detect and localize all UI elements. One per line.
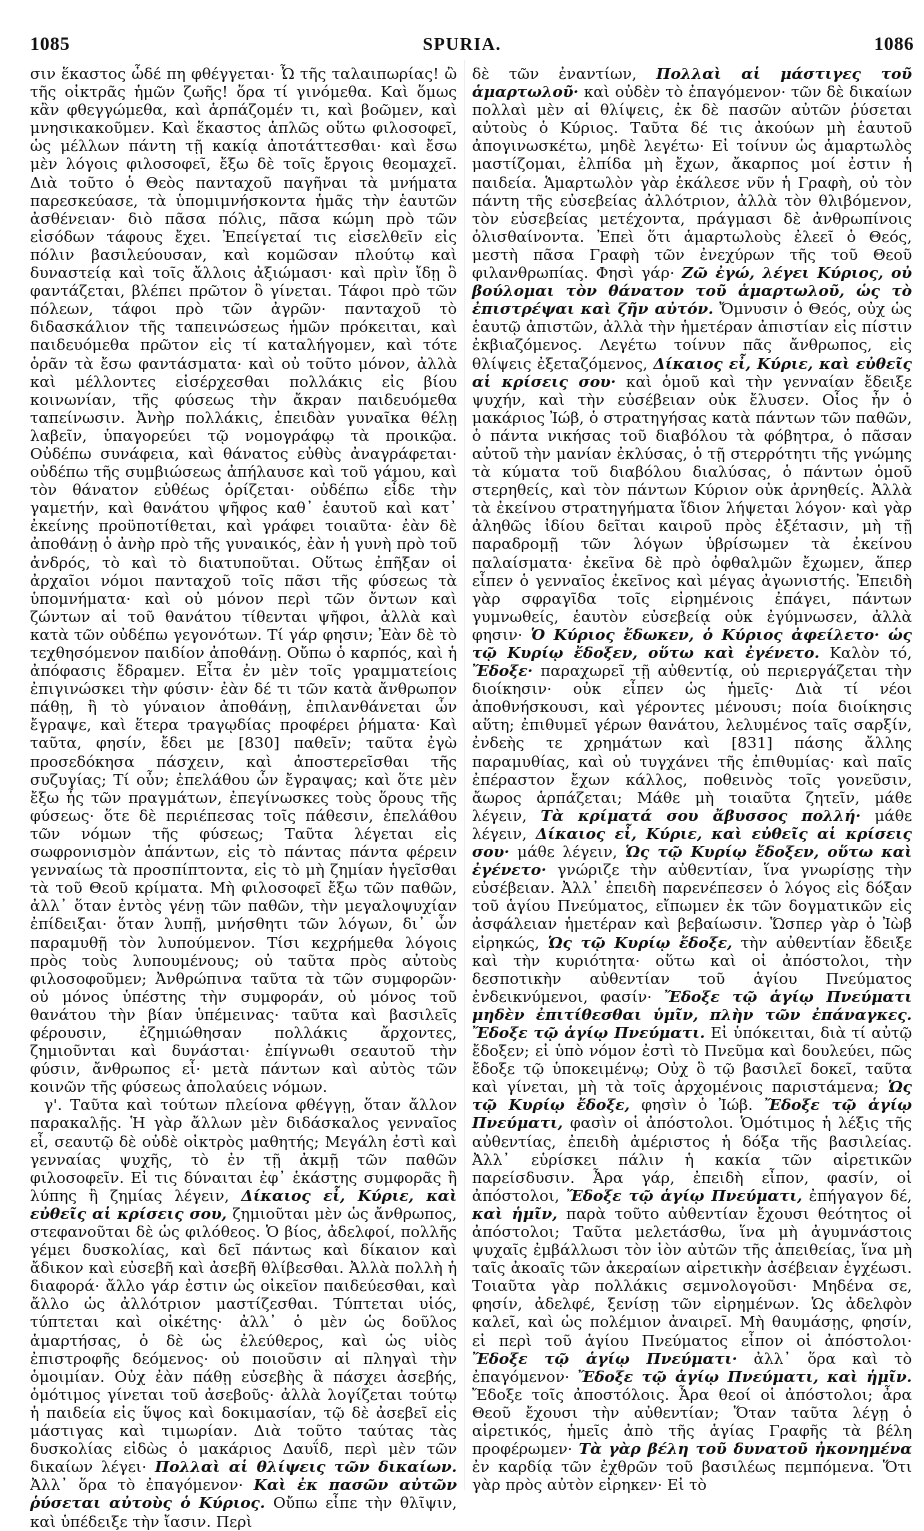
text-run: φασὶν οἱ ἀπόστολοι. Ὁμότιμος ἡ λέξις τῆς αὐθεντίας, ἐπειδὴ ἀμέριστος ἡ δόξα τῆς βασιλείας. Ἀλλ᾽ εὑρίσκει πάλιν ἡ κακία τῶν αἱρετικῶν παρείσδυσιν. Ἆρα γάρ, ἐπειδὴ εἶπον, φασίν, οἱ ἀπόστολοι, — [472, 1114, 913, 1205]
text-run: φησὶν ὁ Ἰώβ. — [641, 1096, 753, 1115]
column-divider — [464, 60, 465, 1490]
scripture-quote: Ἔδοξε τῷ ἁγίῳ Πνεύματι, — [472, 1096, 912, 1133]
scripture-quote: Ὡς τῷ Κυρίῳ ἔδοξε, — [547, 933, 733, 952]
text-run: Καλὸν τό, — [829, 644, 913, 662]
scripture-quote: Δίκαιος εἶ, Κύριε, καὶ εὐθεῖς αἱ κρίσεις σου· — [472, 824, 912, 862]
left-paragraph-2 — [30, 1096, 457, 1530]
text-run: ἐν καρδίᾳ τῶν ἐχθρῶν τοῦ βασιλέως πεμπόμενα. Ὅτι γὰρ πρὸς αὐτὸν εἰρηκεν· Εἰ τὸ — [472, 1458, 912, 1495]
right-paragraph — [472, 65, 912, 1494]
text-run: γνώριζε τὴν αὐθεντίαν, ἵνα γνωρίσῃς τὴν εὐσέβειαν. Ἀλλ᾽ ἐπειδὴ παρενέπεσεν ὁ λόγος εἰς δόξαν τοῦ ἁγίου Πνεύματος, εἴπωμεν ἐκ τῶν δογματικῶν εἰς ἀσφάλειαν ἡμετέραν καὶ βεβαίωσιν. Ὥσπερ γὰρ ὁ Ἰὼβ εἰρηκώς, — [472, 861, 912, 952]
left-column — [30, 65, 457, 1531]
text-run: καὶ ὁμοῦ καὶ τὴν γενναίαν ἔδειξε ψυχήν, καὶ τὴν εὐσέβειαν οὐκ ἔλυσεν. Οἷος ἦν ὁ μακάριος Ἰώβ, ὁ στρατηγήσας κατὰ πάντων τῶν παθῶν, ὁ πάντα νικήσας τοῦ διαβόλου τὰ φόβητρα, ὁ πᾶσαν αὐτοῦ τὴν μανίαν ἐκλύσας, ὁ τῇ στερρότητι τῆς γνώμης τὰ κύματα τοῦ διαβόλου διαλύσας, ὁ πάντων ὁμοῦ στερηθείς, καὶ τὸν πάντων Κύριον οὐκ ἀρνηθείς. Ἀλλὰ τὰ ἐκείνου στρατηγήματα ἴδιον λήψεται λόγον· καὶ γὰρ ἀληθῶς ἰδίου δεῖται καιροῦ πρὸς ἐξέτασιν, μὴ τῇ παραδρομῇ τῶν λόγων ὑβρίσωμεν τὰ ἐκείνου παλαίσματα· ἐκεῖνα δὲ πρὸ ὀφθαλμῶν ἔχωμεν, ἅπερ εἶπεν ὁ γενναῖος ἐκεῖνος καὶ μέγας ἀγωνιστής. Ἐπειδὴ γὰρ σφραγῖδα τοῖς εἰρημένοις ἐπάγει, πάντων γυμνωθείς, ἑαυτὸν εὐσεβείᾳ οὐκ ἐγύμνωσεν, ἀλλὰ φησιν· — [472, 372, 912, 644]
text-run: τὴν αὐθεντίαν ἔδειξε καὶ τὴν κυριότητα· οὕτω καὶ οἱ ἀπόστολοι, τὴν δεσποτικὴν αὐθεντίαν τοῦ ἁγίου Πνεύματος ἐνδεικνύμενοι, φασίν· — [472, 933, 912, 1006]
right-column — [472, 65, 913, 1495]
text-run: παρὰ τοῦτο αὐθεντίαν ἔχουσι θεότητος οἱ ἀπόστολοι; Ταῦτα μελετάσθω, ἵνα μὴ ἀγυμνάστοις ψυχαῖς ἐμβάλλωσι τὸν ἰὸν αὐτῶν τῆς ἀπειθείας, ἵνα μὴ ταῖς ἀκοαῖς τῶν ἀκεραίων αἱρετικὴν ἀσέβειαν ἐγχέωσι. Τοιαῦτα γὰρ πολλάκις σεμνολογοῦσι· Μηδένα σε, φησίν, ἀδελφέ, ξενίσῃ τῶν εἰρημένων. Ὡς ἀδελφὸν καλεῖ, καὶ ὡς πολέμιον ἀναιρεῖ. Μὴ θαυμάσῃς, φησίν, εἰ περὶ τοῦ ἁγίου Πνεύματος εἶπον οἱ ἀπόστολοι· — [472, 1204, 912, 1350]
right-page-number: 1086 — [874, 34, 914, 55]
scripture-quote: Πολλαὶ αἱ μάστιγες τοῦ ἁμαρτωλοῦ· — [472, 65, 912, 102]
scripture-quote: Ὡς τῷ Κυρίῳ ἔδοξε, — [472, 1078, 912, 1115]
text-run: μάθε λέγειν, — [517, 843, 618, 862]
page-header — [0, 0, 924, 56]
scripture-quote: Πολλαὶ αἱ θλίψεις τῶν δικαίων. — [154, 1458, 457, 1477]
text-run: μάθε λέγειν, — [472, 806, 912, 843]
scripture-quote: Καὶ ἐκ πασῶν αὐτῶν ῥύσεται αὐτοὺς ὁ Κύριος. — [30, 1476, 457, 1513]
scripture-quote: Ἔδοξε· — [472, 662, 533, 681]
scripture-quote: Ἔδοξε τῷ ἁγίῳ Πνεύματι· — [472, 1349, 738, 1368]
scripture-quote: Δίκαιος εἶ, Κύριε, καὶ εὐθεῖς αἱ κρίσεις σου· — [472, 354, 912, 391]
scripture-quote: Τὰ κρίματά σου ἄβυσσος πολλή· — [540, 806, 861, 825]
text-run: Οὔπω εἶπε τὴν θλῖψιν, καὶ ὑπέδειξε τὴν ἴασιν. Περὶ — [30, 1494, 457, 1531]
scripture-quote: καὶ ἡμῖν, — [472, 1204, 558, 1223]
scripture-quote: Δίκαιος εἶ, Κύριε, καὶ εὐθεῖς αἱ κρίσεις σου, — [30, 1186, 457, 1223]
text-run: δὲ τῶν ἐναντίων, — [472, 65, 637, 83]
text-run: Ὄμνυσιν ὁ Θεός, οὐχ ὡς ἑαυτῷ ἀπιστῶν, ἀλλὰ τὴν ἡμετέραν ἀπιστίαν εἰς πίστιν ἐκβιαζόμενος. Λεγέτω τοίνυν πᾶς ἄνθρωπος, εἰς θλίψεις ἐξεταζόμενος, — [472, 300, 912, 373]
scripture-quote: Τὰ γὰρ βέλη τοῦ δυνατοῦ ἠκονημένα — [578, 1440, 912, 1459]
scripture-quote: Ὁ Κύριος ἔδωκεν, ὁ Κύριος ἀφείλετο· ὡς τῷ Κυρίῳ ἔδοξεν, οὕτω καὶ ἐγένετο. — [472, 625, 912, 662]
text-run: ζημιοῦται μὲν ὡς ἄνθρωπος, στεφανοῦται δὲ ὡς φιλόθεος. Ὁ βίος, ἀδελφοί, πολλῆς γέμει δυσκολίας, καὶ δεῖ πάντως καὶ δίκαιον καὶ ἄδικον καὶ εὐσεβῆ καὶ ἀσεβῆ θλίβεσθαι. Ἀλλὰ πολλὴ ἡ διαφορά· ἄλλο γάρ ἐστιν ὡς οἰκεῖον παιδεύεσθαι, καὶ ἄλλο ὡς ἀλλότριον μαστίζεσθαι. Τύπτεται υἱός, τύπτεται καὶ οἰκέτης· ἀλλ᾽ ὁ μὲν ὡς δοῦλος ἁμαρτήσας, ὁ δὲ ὡς ἐλεύθερος, καὶ ὡς υἱὸς ἐπιστροφῆς δεόμενος· οὐ ποιοῦσιν αἱ πληγαὶ τὴν ὁμοιμίαν. Οὐχ ἐὰν πάθῃ εὐσεβὴς ἃ πάσχει ἀσεβής, ὁμότιμος γίνεται τοῦ ἀσεβοῦς· ἀλλὰ λογίζεται τούτῳ ἡ παιδεία εἰς ὕψος καὶ δοκιμασίαν, τῷ δὲ ἀσεβεῖ εἰς μάστιγας καὶ τιμωρίαν. Διὰ τοῦτο ταύτας τὰς δυσκολίας εἰδὼς ὁ μακάριος Δαυΐδ, περὶ μὲν τῶν δικαίων λέγει· — [30, 1204, 457, 1477]
text-run: παραχωρεῖ τῇ αὐθεντίᾳ, οὐ περιεργάζεται τὴν διοίκησιν· οὐκ εἶπεν ὡς ἡμεῖς· Διὰ τί νέοι ἀποθνήσκουσι, καὶ γέροντες μένουσι; ποία διοίκησις αὕτη; ἐπιθυμεῖ γέρων θανάτου, λελυμένος ταῖς σαρξίν, ἐνδεὴς τε χρημάτων καὶ [831] πάσης ἄλλης παραμυθίας, καὶ οὐ τυγχάνει τῆς ἐπιθυμίας· καὶ παῖς ἐπέραστον ἔχων κάλλος, ποθεινὸς τοῖς γονεῦσιν, ἄωρος ἁρπάζεται; Μάθε μὴ τοιαῦτα ζητεῖν, μάθε λέγειν, — [472, 662, 912, 825]
text-run: Ἀλλ᾽ ὅρα τὸ ἐπαγόμενον· — [30, 1476, 244, 1495]
scripture-quote: Ὡς τῷ Κυρίῳ ἔδοξεν, οὕτω καὶ ἐγένετο· — [472, 843, 912, 880]
text-run: γ'. Ταῦτα καὶ τούτων πλείονα φθέγγῃ, ὅταν ἄλλον παρακαλῇς. Ἡ γὰρ ἄλλων μὲν διδάσκαλος γενναῖος εἶ, σεαυτῷ δὲ οὐδὲ οἰκτρὸς μαθητής; Μεγάλη ἐστὶ καὶ γενναίας ψυχῆς, τὸ ἐν τῇ ἀκμῇ τῶν παθῶν φιλοσοφεῖν. Εἰ τις δύναιται ἐφ᾽ ἑκάστης συμφορᾶς ἢ λύπης ἢ ζημίας λέγειν, — [30, 1096, 457, 1205]
left-page-number: 1085 — [30, 34, 70, 55]
scripture-quote: Ἔδοξε τῷ ἁγίῳ Πνεύματι, καὶ ἡμῖν. — [577, 1367, 912, 1386]
text-run: Ἔδοξε τοῖς ἀποστόλοις. Ἆρα θεοί οἱ ἀπόστολοι; ἆρα Θεοῦ ἔχουσι τὴν αὐθεντίαν; Ὅταν ταῦτα λέγῃ ὁ αἱρετικός, ἡμεῖς ἀπὸ τῆς ἁγίας Γραφῆς τὰ βέλη προφέρωμεν· — [472, 1385, 912, 1459]
left-paragraph-1: σιν ἕκαστος ὧδέ πη φθέγγεται· Ὦ τῆς ταλαιπωρίας! ὢ τῆς οἰκτρᾶς ἡμῶν ζωῆς! ὅρα τί γινόμεθα. Καὶ ὅμως κἂν φθεγγώμεθα, καὶ ἁρπάζομέν τι, καὶ βοῶμεν, καὶ μνησικακοῦμεν. Καὶ ἕκαστος ἁπλῶς οὕτω φιλοσοφεῖ, ὡς μέλλων πάντη τῇ κακίᾳ ἀποτάττεσθαι· καὶ ἔσω μὲν λόγοις φιλοσοφεῖ, ἔξω δὲ τοῖς ἔργοις θεομαχεῖ. Διὰ τοῦτο ὁ Θεὸς πανταχοῦ παγῆναι τὰ μνήματα παρεσκεύασε, τὰ ὑπομιμνήσκοντα ἡμᾶς τὴν ἑαυτῶν ἀσθένειαν· διὸ πᾶσα πόλις, πᾶσα κώμη πρὸ τῶν εἰσόδων τάφους ἔχει. Ἐπείγεταί τις εἰσελθεῖν εἰς πόλιν βασιλεύουσαν, καὶ κομῶσαν πλούτῳ καὶ δυναστείᾳ καὶ τοῖς ἄλλοις ἀξιώμασι· καὶ πρὶν ἴδῃ ὃ φαντάζεται, βλέπει πρῶτον ὃ γίνεται. Τάφοι πρὸ τῶν πόλεων, τάφοι πρὸ τῶν ἀγρῶν· πανταχοῦ τὸ διδασκάλιον τῆς ταπεινώσεως ἡμῶν πρόκειται, καὶ παιδευόμεθα πρῶτον εἰς τί καταλήγομεν, καὶ τότε ὁρᾶν τὰ ἔσω φαντάσματα· καὶ οὐ τοῦτο μόνον, ἀλλὰ καὶ μέλλοντες εἰσέρχεσθαι πολλάκις εἰς βίου κοινωνίαν, τῆς φύσεως τὴν ἄκραν παιδευόμεθα ταπείνωσιν. Ἀνὴρ πολλάκις, ἐπειδὰν γυναῖκα θέλῃ λαβεῖν, ὑπαγορεύει τῷ νομογράφῳ τὰ προικῷα. Οὐδέπω συνάφεια, καὶ θάνατος εὐθὺς ἀναγράφεται· οὐδέπω τῆς συμβιώσεως ἀπήλαυσε καὶ τοῦ γάμου, καὶ τὸν θάνατον εὐθέως ὁρίζεται· οὐδέπω εἶδε τὴν γαμετήν, καὶ θανάτου ψῆφος καθ᾽ ἑαυτοῦ καὶ κατ᾽ ἐκείνης προϋποτίθεται, καὶ γράφει τοιαῦτα· ἐὰν δὲ ἀποθάνῃ ὁ ἀνὴρ πρὸ τῆς γυναικός, ἐὰν ἡ γυνὴ πρὸ τοῦ ἀνδρός, τὸ καὶ τὸ διατυποῦται. Οὕτως ἐπῆξαν οἱ ἀρχαῖοι νόμοι πανταχοῦ τοῖς πᾶσι τῆς φύσεως τὰ ὑπομνήματα· καὶ οὐ μόνον περὶ τῶν ὄντων καὶ ζώντων αἱ τοῦ θανάτου τίθενται ψῆφοι, ἀλλὰ καὶ κατὰ τῶν οὐδέπω γεγονότων. Τί γάρ φησιν; Ἐὰν δὲ τὸ τεχθησόμενον παιδίον ἀποθάνῃ. Οὔπω ὁ καρπός, καὶ ἡ ἀπόφασις ἔδραμεν. Εἶτα ἐν μὲν τοῖς γραμματείοις ἐπιγινώσκει τὴν φύσιν· ἐὰν δέ τι τῶν κατὰ ἄνθρωπον πάθῃ, ἢ τὸ γύναιον ἀποθάνῃ, ἐπιλανθάνεται ὧν ἔγραψε, καὶ ἕτερα τραγῳδίας προφέρει ῥήματα· Καὶ ταῦτα, φησίν, ἔδει με [830] παθεῖν; ταῦτα ἐγὼ προσεδόκησα πάσχειν, καὶ ἀποστερεῖσθαι τῆς συζυγίας; Τί οὖν; ἐπελάθου ὧν ἔγραψας; καὶ ὅτε μὲν ἔξω ἧς τῶν πραγμάτων, ἐπεγίνωσκες τοὺς ὅρους τῆς φύσεως· ὅτε δὲ περιέπεσας τοῖς πάθεσιν, ἐπελάθου τῶν νόμων τῆς φύσεως; Ταῦτα λέγεται εἰς σωφρονισμὸν ἁπάντων, εἰς τὸ πάντας πάντα φέρειν γενναίως τὰ προσπίπτοντα, εἰς τὸ μὴ ζημίαν ἡγεῖσθαι τὰ τοῦ Θεοῦ κρίματα. Μὴ φιλοσοφεῖ ἔξω τῶν παθῶν, ἀλλ᾽ ὅταν ἐντὸς γένῃ τῶν παθῶν, τὴν μεγαλοψυχίαν ἐπίδειξαι· ὅταν λυπῇ, μνήσθητι τῶν λόγων, δι᾽ ὧν παραμυθῇ τὸν λυπούμενον. Τίσι κεχρήμεθα λόγοις πρὸς τοὺς λυπουμένους; οὐ ταῦτα πρὸς αὐτοὺς φιλοσοφοῦμεν; Ἀνθρώπινα ταῦτα τὰ τῶν συμφορῶν· οὐ μόνος ὑπέστης τὴν συμφοράν, οὐ μόνος τοῦ θανάτου τὴν βίαν ὑπέμεινας· ταῦτα καὶ βασιλεῖς φέρουσιν, ἐζημιώθησαν πολλάκις ἄρχοντες, ζημιοῦνται καὶ δυνάσται· ἐπίγνωθι σεαυτοῦ τὴν φύσιν, ἄνθρωπος εἶ· μετὰ πάντων καὶ αὐτὸς τῶν κοινῶν τῆς φύσεως ἀπολαύεις νόμων. — [30, 65, 457, 1097]
text-run: ἐπήγαγον δέ, — [808, 1186, 912, 1205]
text-run: ἀλλ᾽ ὅρα καὶ τὸ ἐπαγόμενον· — [472, 1349, 912, 1386]
running-title: SPURIA. — [422, 34, 502, 54]
scripture-quote: Ἔδοξε τῷ ἁγίῳ Πνεύματι μηδὲν ἐπιτίθεσθαι ὑμῖν, πλὴν τῶν ἐπάναγκες. Ἔδοξε τῷ ἁγίῳ Πνεύματι. — [472, 987, 912, 1042]
text-run: Εἰ ὑπόκειται, διὰ τί αὐτῷ ἔδοξεν; εἰ ὑπὸ νόμον ἐστὶ τὸ Πνεῦμα καὶ δουλεύει, πῶς ἔδοξε τῷ ὑποκειμένῳ; Οὐχ ὃ τῷ βασιλεῖ δοκεῖ, ταῦτα καὶ γίνεται, μὴ τὰ τοῖς ἀρχομένοις παριστάμενα; — [472, 1023, 912, 1097]
scripture-quote: Ἔδοξε τῷ ἁγίῳ Πνεύματι, — [566, 1186, 803, 1205]
scripture-quote: Ζῶ ἐγώ, λέγει Κύριος, οὐ βούλομαι τὸν θάνατον τοῦ ἁμαρτωλοῦ, ὡς τὸ ἐπιστρέψαι καὶ ζῆν αὐτόν. — [472, 264, 912, 319]
text-run: καὶ οὐδὲν τὸ ἐπαγόμενον· τῶν δὲ δικαίων πολλαὶ μὲν αἱ θλίψεις, ἐκ δὲ πασῶν αὐτῶν ῥύσεται αὐτοὺς ὁ Κύριος. Ταῦτα δέ τις ἀκούων μὴ ἑαυτοῦ ἀπογινωσκέτω, μηδὲ λεγέτω· Εἰ τοίνυν ὡς ἁμαρτωλὸς μαστίζομαι, ἐλπίδα μὴ ἔχων, ἄκαρπος μοί ἐστιν ἡ παιδεία. Ἁμαρτωλὸν γὰρ ἐκάλεσε νῦν ἡ Γραφὴ, οὐ τὸν πάντη τῆς εὐσεβείας ἀλλότριον, ἀλλὰ τὸν θλιβόμενον, τὸν εὐσεβείας μετέχοντα, πράγμασι δὲ ἀνθρωπίνοις ὀλισθαίνοντα. Ἐπεὶ ὅτι ἁμαρτωλοὺς ἐλεεῖ ὁ Θεός, μεστὴ πᾶσα Γραφὴ τῶν ἐνεχύρων τῆς τοῦ Θεοῦ φιλανθρωπίας. Φησὶ γάρ· — [472, 83, 912, 283]
